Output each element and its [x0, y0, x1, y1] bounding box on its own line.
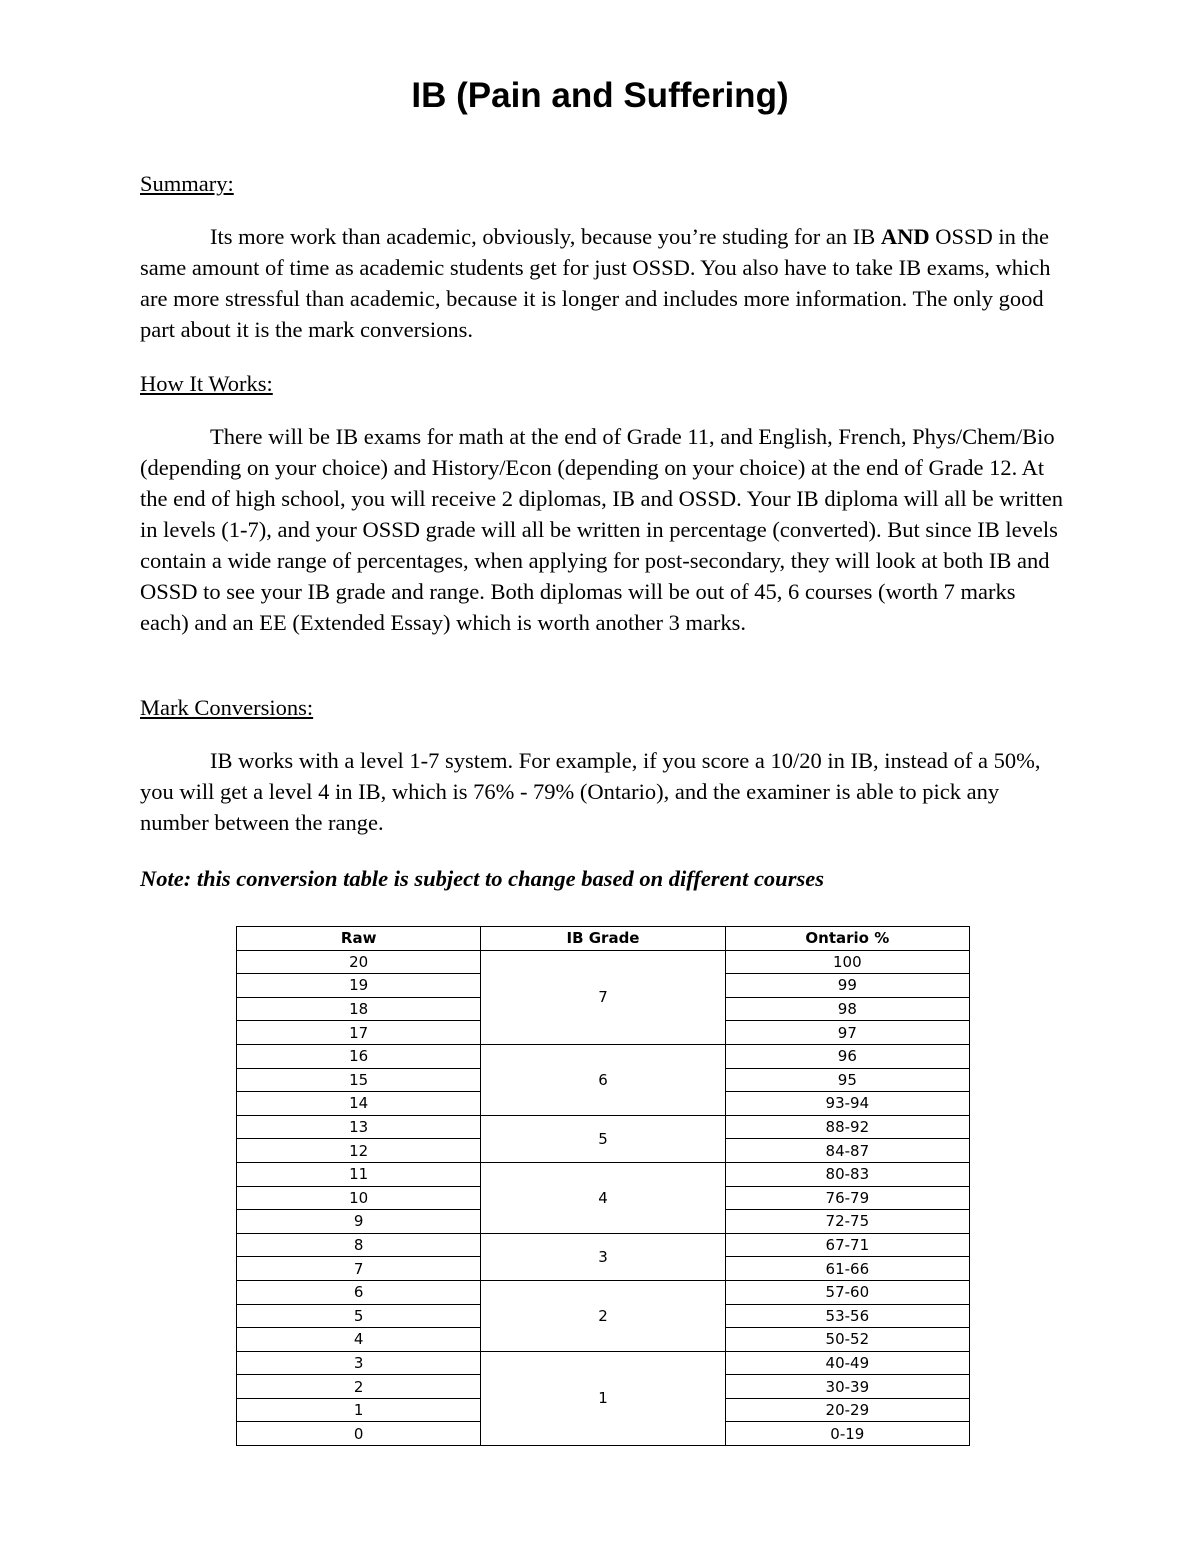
raw-cell: 19 [237, 974, 481, 998]
raw-cell: 7 [237, 1257, 481, 1281]
how-it-works-heading: How It Works: [140, 371, 273, 396]
ib-grade-cell: 3 [481, 1233, 725, 1280]
ib-grade-cell: 1 [481, 1351, 725, 1445]
table-row [237, 1280, 970, 1304]
ontario-cell: 61-66 [725, 1257, 969, 1281]
table-row [237, 950, 970, 974]
ontario-cell: 99 [725, 974, 969, 998]
ontario-cell: 88-92 [725, 1115, 969, 1139]
ib-grade-cell: 5 [481, 1115, 725, 1162]
ontario-cell: 40-49 [725, 1351, 969, 1375]
ontario-cell: 76-79 [725, 1186, 969, 1210]
mark-conversions-heading: Mark Conversions: [140, 695, 314, 720]
header-raw: Raw [237, 927, 481, 951]
raw-cell: 18 [237, 997, 481, 1021]
raw-cell: 16 [237, 1044, 481, 1068]
raw-cell: 8 [237, 1233, 481, 1257]
page-title: IB (Pain and Suffering) [411, 76, 789, 115]
ontario-cell: 50-52 [725, 1328, 969, 1352]
ontario-cell: 98 [725, 997, 969, 1021]
raw-cell: 0 [237, 1422, 481, 1446]
conversion-table-wrapper [236, 926, 970, 1446]
ontario-cell: 84-87 [725, 1139, 969, 1163]
raw-cell: 17 [237, 1021, 481, 1045]
table-row [237, 1162, 970, 1186]
raw-cell: 14 [237, 1092, 481, 1116]
ontario-cell: 100 [725, 950, 969, 974]
summary-text-bold: AND [880, 224, 930, 249]
table-row [237, 1233, 970, 1257]
ontario-cell: 53-56 [725, 1304, 969, 1328]
mark-conversions-paragraph: IB works with a level 1-7 system. For example, if you score a 10/20 in IB, instead of a 50%, you will get a level 4 in IB, which is 76% - 79% (Ontario), and the examiner is able to pick any number between the range. [140, 748, 1041, 835]
table-row [237, 1115, 970, 1139]
ontario-cell: 72-75 [725, 1210, 969, 1234]
ontario-cell: 20-29 [725, 1398, 969, 1422]
ontario-cell: 0-19 [725, 1422, 969, 1446]
ontario-cell: 97 [725, 1021, 969, 1045]
ontario-cell: 95 [725, 1068, 969, 1092]
summary-heading: Summary: [140, 171, 234, 196]
ontario-cell: 93-94 [725, 1092, 969, 1116]
raw-cell: 2 [237, 1375, 481, 1399]
ib-grade-cell: 6 [481, 1044, 725, 1115]
ib-grade-cell: 4 [481, 1162, 725, 1233]
raw-cell: 5 [237, 1304, 481, 1328]
conversion-table-body [237, 950, 970, 1445]
raw-cell: 1 [237, 1398, 481, 1422]
summary-text-before: Its more work than academic, obviously, because you’re studing for an IB [210, 224, 881, 249]
ib-grade-cell: 2 [481, 1280, 725, 1351]
conversion-note: Note: this conversion table is subject to change based on different courses [140, 866, 824, 891]
header-ib-grade: IB Grade [481, 927, 725, 951]
conversion-table [236, 926, 970, 1446]
raw-cell: 4 [237, 1328, 481, 1352]
table-row [237, 1044, 970, 1068]
summary-paragraph [140, 221, 1065, 345]
table-header-row [237, 927, 970, 951]
header-ontario: Ontario % [725, 927, 969, 951]
raw-cell: 13 [237, 1115, 481, 1139]
raw-cell: 10 [237, 1186, 481, 1210]
raw-cell: 9 [237, 1210, 481, 1234]
raw-cell: 3 [237, 1351, 481, 1375]
summary-text-after: OSSD in the same amount of time as academic students get for just OSSD. You also have to take IB exams, which are more stressful than academic, because it is longer and includes more information. The only good part about it is the mark conversions. [140, 224, 1051, 342]
table-row [237, 1351, 970, 1375]
raw-cell: 20 [237, 950, 481, 974]
raw-cell: 6 [237, 1280, 481, 1304]
raw-cell: 15 [237, 1068, 481, 1092]
ontario-cell: 30-39 [725, 1375, 969, 1399]
ontario-cell: 96 [725, 1044, 969, 1068]
ontario-cell: 80-83 [725, 1162, 969, 1186]
raw-cell: 11 [237, 1162, 481, 1186]
ontario-cell: 67-71 [725, 1233, 969, 1257]
raw-cell: 12 [237, 1139, 481, 1163]
how-it-works-paragraph: There will be IB exams for math at the end of Grade 11, and English, French, Phys/Chem/Bio (depending on your choice) and History/Econ (depending on your choice) at the end of Grade 12. At the end of high school, you will receive 2 diplomas, IB and OSSD. Your IB diploma will all be written in levels (1-7), and your OSSD grade will all be written in percentage (converted). But since IB levels contain a wide range of percentages, when applying for post-secondary, they will look at both IB and OSSD to see your IB grade and range. Both diplomas will be out of 45, 6 courses (worth 7 marks each) and an EE (Extended Essay) which is worth another 3 marks. [140, 424, 1064, 635]
ib-grade-cell: 7 [481, 950, 725, 1044]
ontario-cell: 57-60 [725, 1280, 969, 1304]
